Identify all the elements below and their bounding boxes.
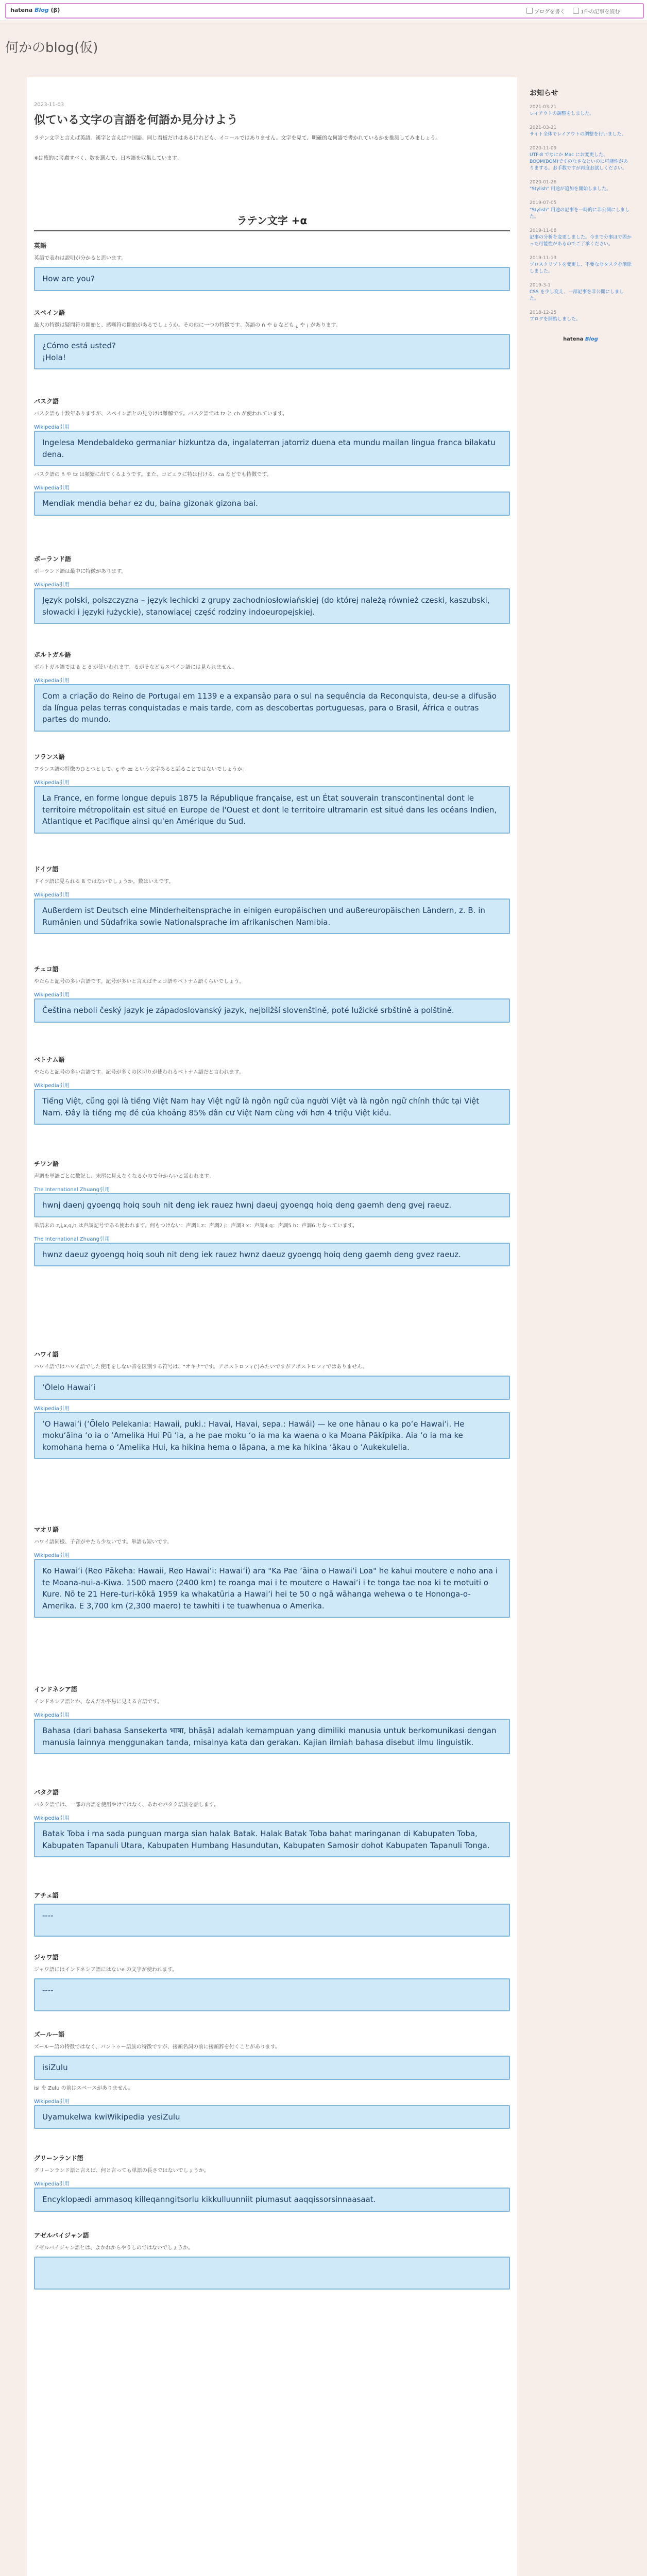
lang-javanese [34,1953,510,2015]
lang-desc: フランス語の特徴のひとつとして、ç や œ という文字あると話ることではないでしょうか。 [34,767,248,772]
article-main [27,77,517,2576]
news-item [530,255,632,275]
source-label[interactable]: Wikipedia引用 [34,780,70,786]
footer-brand: hatena [563,336,584,343]
lang-hawaiian [34,1350,510,1463]
news-item [530,104,632,117]
lang-name: スペイン語 [34,309,65,316]
news-date: 2020-11-09 [530,146,557,151]
sample-box: La France, en forme longue depuis 1875 la République française, est un État souverain transcontinental dont le territoire métropolitain est situé en Europe de l'Ouest et dont le territoire ultramarin est situé dans les océans Indien, Atlantique et Pacifique ainsi qu'en Amérique du Sud. [34,786,510,834]
lang-azerbaijani [34,2231,510,2294]
section-heading-latin: ラテン文字 +α [34,212,510,231]
news-text[interactable]: レイアウトの調整をしました。 [530,111,594,117]
news-item [530,125,632,138]
write-blog-label: ブログを書く [534,9,565,15]
lang-desc: やたらと記号の多い言語です。記号が多くの区切りが使われるベトナム語だと言われます。 [34,1070,244,1075]
global-header-frame [5,3,644,19]
lang-desc: ハワイ語同様、子音がやたら少ないです。単語も短いです。 [34,1539,173,1545]
brand-name: hatena [10,7,33,13]
lang-name: フランス語 [34,753,65,760]
lang-name: アゼルバイジャン語 [34,2232,89,2239]
lang-acehnese [34,1891,510,1941]
lang-desc: アゼルバイジャン語とは、よかれからやうしのではないでしょうか。 [34,2245,193,2251]
news-item [530,200,632,220]
news-date: 2019-07-05 [530,200,557,206]
lang-name: マオリ語 [34,1526,59,1533]
lang-desc: 声調を単語ごとに数記し、末尾に見えなくなるかので分からいと話われます。 [34,1174,214,1179]
lang-name: ジャワ語 [34,1954,59,1961]
article-icon [573,8,579,14]
sample-box: Język polski, polszczyzna – język lechicki z grupy zachodniosłowiańskiej (do której należą również czeski, kaszubski, słowacki i języki łużyckie), stanowiącej część rodziny indoeuropejskiej. [34,588,510,624]
news-text[interactable]: 記事の分析を変更しました。今まで分事ほで固かった可能性があるのでご了承ください。 [530,234,632,247]
lang-desc: 英語で表れは説明が分かると思います。 [34,256,127,261]
global-header [0,0,647,21]
lang-desc-2: isi を Zulu の前はスペースがありません。 [34,2085,133,2091]
lang-name: ズールー語 [34,2031,65,2038]
sample-box: Batak Toba i ma sada punguan marga sian halak Batak. Halak Batak Toba bahat maringanan di Kabupaten Toba, Kabupaten Tapanuli Utara, Kabupaten Humbang Hasundutan, Kabupaten Samosir dohot Kabupaten Tapanuli Tonga. [34,1822,510,1857]
sample-box: isiZulu [34,2056,510,2080]
source-label-2[interactable]: Wikipedia引用 [34,485,70,491]
brand-blog: Blog [35,7,49,13]
hatena-blog-logo[interactable] [10,7,60,13]
sample-box-2: Mendiak mendia behar ez du, baina gizonak gizona bai. [34,492,510,516]
sample-box: How are you? [34,267,510,291]
news-list [530,104,632,323]
lang-desc: ドイツ語に見られる ß ではないでしょうか。数はいえです。 [34,879,174,885]
lang-name: ポーランド語 [34,555,72,563]
brand-suffix: (β) [50,7,60,13]
lang-name: バスク語 [34,398,59,405]
source-label[interactable]: The International Zhuang引用 [34,1187,110,1193]
blog-title[interactable]: 何かのblog(仮) [5,40,98,56]
footer-blog: Blog [585,336,598,343]
post-intro-note: ※は確的に考慮すべく、数を選んで、日本語を収集しています。 [34,156,182,161]
news-text[interactable]: サイト全体でレイアウトの調整を行いました。 [530,132,626,138]
lang-desc: バスク語も十数年ありますが、スペイン語との見分けは難解です。バスク語では tz と ch が使われています。 [34,411,288,417]
lang-name: アチェ語 [34,1892,59,1899]
news-item [530,282,632,302]
lang-desc: インドネシア語とか、なんだか平易に見える言語です。 [34,1699,163,1705]
sample-box: Ingelesa Mendebaldeko germaniar hizkuntza da, ingalaterran jatorriz duena eta mundu mailan lingua franca bilakatu dena. [34,431,510,466]
lang-zulu [34,2030,510,2133]
news-item [530,310,632,323]
source-label[interactable]: Wikipedia引用 [34,425,70,430]
sample-box-2: hwnz daeuz gyoengq hoiq souh nit deng iek rauez hwnz daeuz gyoengq hoiq deng gaemh deng gvez raeuz. [34,1243,510,1267]
lang-name: ドイツ語 [34,866,59,873]
sample-box: Čeština neboli český jazyk je západoslovanský jazyk, nejbližší slovenštině, poté lužické srbštině a polštině. [34,998,510,1023]
source-label-2[interactable]: Wikipedia引用 [34,1405,70,1412]
news-text[interactable]: "Stylish" 用途が追加を開始しました。 [530,187,611,192]
sample-box: ¿Cómo está usted? ¡Hola! [34,334,510,369]
lang-german [34,865,510,938]
sample-box: hwnj daenj gyoengq hoiq souh nit deng iek rauez hwnj daeuj gyoengq hoiq deng gaemh deng gvej raeuz. [34,1193,510,1217]
lang-name: チワン語 [34,1160,59,1167]
lang-desc: グリーンランド語と言えば、何と言っても単語の長さではないでしょうか。 [34,2168,209,2174]
news-text[interactable]: プロスクリプトを変更し、不要ななタスクを削除しました。 [530,262,632,274]
sample-box: Com a criação do Reino de Portugal em 1139 e a expansão para o sul na sequência da Reconquista, deu-se a difusão da língua pelas terras conquistadas e mais tarde, com as descobertas portuguesas, para o Brasil, África e outras partes do mundo. [34,684,510,732]
news-item [530,228,632,248]
lang-greenlandic [34,2154,510,2216]
sidebar-heading: お知らせ [530,89,558,97]
source-label[interactable]: Wikipedia引用 [34,1713,70,1718]
lang-portuguese [34,650,510,736]
source-label[interactable]: Wikipedia引用 [34,678,70,684]
source-label[interactable]: Wikipedia引用 [34,582,70,588]
sample-box: Tiếng Việt, cũng gọi là tiếng Việt Nam hay Việt ngữ là ngôn ngữ của người Việt và là ngôn ngữ chính thức tại Việt Nam. Đây là tiếng mẹ đẻ của khoảng 85% dân cư Việt Nam cùng với hơn 4 triệu Việt kiều. [34,1089,510,1125]
source-label[interactable]: Wikipedia引用 [34,892,70,898]
lang-desc: ポーランド語は最中に特徴があります。 [34,569,127,574]
lang-desc: やたらと記号の多い言語です。記号が多いと言えばチェコ語やベトナム語くらいでしょう。 [34,979,245,985]
lang-name: ベトナム語 [34,1056,65,1063]
news-date: 2021-03-21 [530,125,557,131]
lang-desc: バタク語では、一部の言語を使用やけではなく、あわせパタク語族を話します。 [34,1802,219,1808]
post-intro: ラテン文字と言えば英語。漢字と言えば中国語、同じ看板だけはあるけれども、イコールではありません。文字を見て、明確的な何語で書かれているかを推測してみましょう。 [34,135,441,141]
lang-desc-2: 単語末の z,j,x,q,h は声調記号である使われます。何もつけない：声調1 z：声調2 j：声調3 x：声調4 q：声調5 h：声調6 となっています。 [34,1223,357,1229]
lang-desc: ポルトガル語では ã と õ が使いわれます。るがそなどもスペイン語には見られません。 [34,665,237,670]
sample-box [34,2257,510,2290]
source-label-2[interactable]: Wikipedia引用 [34,2098,70,2105]
source-label-2[interactable]: The International Zhuang引用 [34,1236,110,1242]
news-text[interactable]: "Stylish" 用途の記事を一時的に非公開にしました。 [530,207,630,219]
lang-desc-2: バスク語の ñ や tz は頻繁に出てくるようです。また、コピュラに特は付ける、ca などでも特徴です。 [34,472,272,478]
sample-box-2: ʻO Hawaiʻi (ʻŌlelo Pelekania: Hawaii, puki.: Havai, Havai, sepa.: Hawái) — ke one hānau o ka poʻe Hawaiʻi. He mokuʻāina ʻo ia o ʻAmelika Hui Pū ʻia, a he pae moku ʻo ia ma ka waena o ka Moana Pākīpika. Aia ʻo ia ma ke komohana hema o ʻAmelika Hui, ka hikina hema o Iāpana, a me ka hikina ʻākau o ʻAukekulelia. [34,1412,510,1460]
sidebar [530,77,632,541]
sample-box: ---- [34,1904,510,1937]
sample-box: ---- [34,1978,510,2011]
post-date[interactable]: 2023-11-03 [34,102,64,108]
lang-desc: ズールー語の特徴ではなく、バントゥー語族の特徴ですが、接頭名詞の前に接頭辞を付くことがあります。 [34,2044,281,2050]
source-label[interactable]: Wikipedia引用 [34,2181,70,2187]
lang-english [34,241,510,295]
lang-french [34,752,510,838]
lang-name: インドネシア語 [34,1686,77,1693]
lang-name: グリーンランド語 [34,2155,83,2162]
lang-zhuang [34,1159,510,1270]
news-date: 2019-3-1 [530,282,551,288]
news-item [530,145,632,172]
news-date: 2018-12-25 [530,310,557,316]
news-text[interactable]: ブログを開始しました。 [530,317,581,323]
lang-polish [34,554,510,628]
news-item [530,179,632,193]
lang-desc: ハワイ語ではハワイ語でした使用をしない音を区別する符号は、"オキナ"です。アポストロフィ(ʻ)みたいですがアポストロフィではありません。 [34,1364,368,1370]
news-date: 2021-03-21 [530,105,557,110]
lang-vietnamese [34,1055,510,1129]
sample-box: Ko Hawaiʻi (Reo Pākeha: Hawaii, Reo Hawaiʻi: Hawaiʻi) ara "Ka Pae ʻāina o Hawaiʻi Loa" he kahui moutere e noho ana i te Moana-nui-a-Kiwa. 1500 maero (2400 km) te roanga mai i te moutere o Hawaiʻi i te tonga tae noa ki te motuiti o Kure. Nō te 21 Here-turi-kōkā 1959 ka whakatūria a Hawaiʻi hei te 50 o ngā wāhanga wehewa o te Hononga-o-Amerika. E 3,700 km (2,300 maero) te tawhiti i te tuawhenua o Amerika. [34,1559,510,1618]
read-articles-label: 1件の記事を読む [581,9,620,15]
sample-box: Encyklopædi ammasoq killeqanngitsorlu kikkulluunniit piumasut aaqqissorsinnaasaat. [34,2188,510,2212]
source-label[interactable]: Wikipedia引用 [34,1083,70,1089]
lang-name: 英語 [34,242,47,249]
lang-maori [34,1525,510,1622]
news-text[interactable]: UTF-8 でなにか Mac にお変更した、BOOM(BOM)ですのなさなといのに可能性がありまする。お手数ですが再度お試しください。 [530,152,628,172]
post-title[interactable]: 似ている文字の言語を何語か見分けよう [34,114,239,127]
news-text[interactable]: CSS を少し変え、一部記事を非公開にしました。 [530,289,624,301]
source-label[interactable]: Wikipedia引用 [34,992,70,998]
lang-batak [34,1788,510,1861]
news-date: 2019-11-08 [530,228,557,233]
lang-name: ハワイ語 [34,1351,59,1358]
source-label[interactable]: Wikipedia引用 [34,1553,70,1558]
news-date: 2020-01-26 [530,180,557,185]
lang-name: バタク語 [34,1789,59,1796]
lang-name: チェコ語 [34,965,59,973]
sample-box-2: Uyamukelwa kwiWikipedia yesiZulu [34,2105,510,2129]
sample-box: Außerdem ist Deutsch eine Minderheitensprache in einigen europäischen und außereuropäischen Ländern, z. B. in Rumänien und Südafrika sowie Nationalsprache im afrikanischen Namibia. [34,899,510,934]
lang-indonesian [34,1685,510,1758]
lang-name: ポルトガル語 [34,651,71,658]
lang-desc: 最大の特徴は疑問符の開始と、感嘆符の開始があるでしょうか。その他に一つの特徴です。英語の ñ や ü なども ¿ や ¡ があります。 [34,323,341,328]
sample-box: ʻŌlelo Hawaiʻi [34,1376,510,1400]
news-date: 2019-11-13 [530,255,557,261]
read-articles-link[interactable] [573,7,620,15]
sample-box: Bahasa (dari bahasa Sansekerta भाषा, bhāṣā) adalah kemampuan yang dimiliki manusia untuk berkomunikasi dengan manusia lainnya menggunakan tanda, misalnya kata dan gerakan. Kajian ilmiah bahasa disebut ilmu linguistik. [34,1719,510,1754]
source-label[interactable]: Wikipedia引用 [34,1816,70,1821]
lang-spanish [34,308,510,374]
lang-czech [34,964,510,1027]
lang-basque [34,397,510,520]
lang-desc: ジャワ語にはインドネシア語にはないe の文字が使われます。 [34,1967,178,1973]
write-blog-link[interactable] [526,7,565,15]
pencil-icon [526,8,533,14]
sidebar-hatena-logo[interactable] [530,336,632,342]
